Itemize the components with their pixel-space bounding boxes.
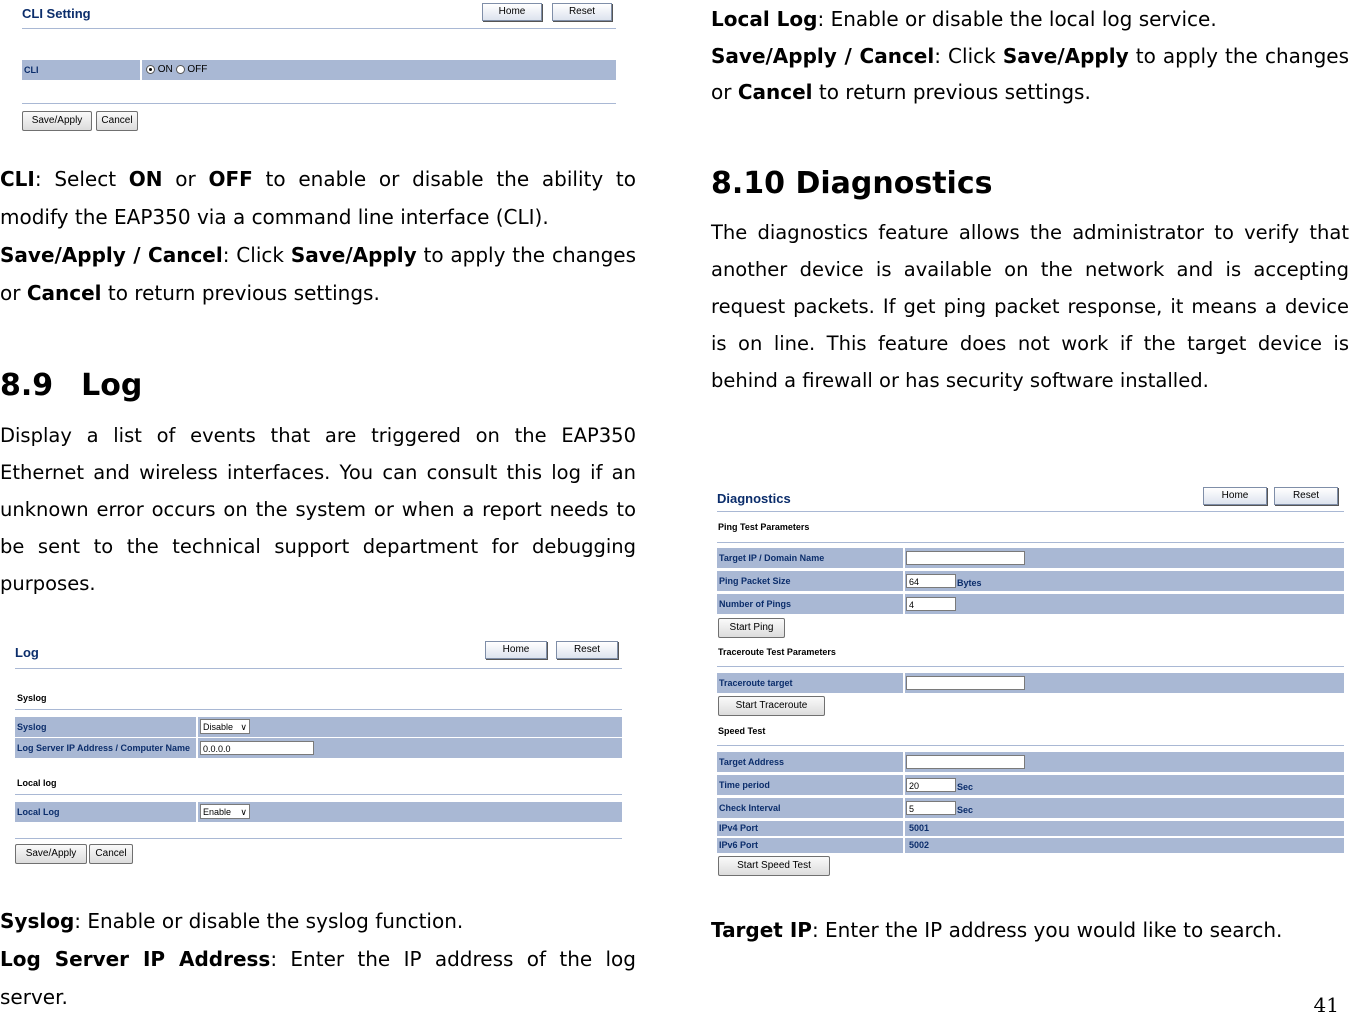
target-address-input[interactable] [906,755,1025,769]
server-input[interactable]: 0.0.0.0 [200,741,314,755]
server-label: Log Server IP Address / Computer Name [15,738,196,758]
ipv6-port-value: 5002 [905,838,1344,853]
packet-size-cell [905,571,1344,591]
reset-button[interactable]: Reset [1274,487,1338,505]
syslog-section-label: Syslog [17,693,47,703]
divider [717,511,1344,512]
cli-on-label: ON [157,64,173,75]
num-pings-cell [905,594,1344,614]
divider [15,794,622,795]
cli-off-radio[interactable] [176,65,185,74]
cli-row-value [142,60,616,80]
cancel-button[interactable]: Cancel [89,844,133,864]
time-period-unit: Sec [957,782,974,792]
diagnostics-heading: 8.10 Diagnostics [711,166,993,201]
log-heading [0,368,142,403]
server-value-cell [198,738,622,758]
text: : Enable or disable the syslog function. [74,909,464,933]
syslog-selected: Disable [203,722,234,732]
divider [22,28,616,29]
diagnostics-screenshot [717,484,1344,879]
diagnostics-description: The diagnostics feature allows the administrator to verify that another device is available on the network and is accepting request packets. If get ping packet response, it means a device is on line. This feature does not work if the target device is behind a firewall or has security software installed. [711,221,1349,392]
reset-button[interactable]: Reset [556,641,618,659]
text: to apply the changes or [711,44,1349,104]
target-ip-input[interactable] [906,551,1025,565]
heading-title: Log [81,368,143,403]
packet-size-label: Ping Packet Size [717,571,903,591]
cli-panel-title: CLI Setting [22,6,91,21]
time-period-label: Time period [717,775,903,795]
syslog-value-cell [198,717,622,737]
num-pings-input[interactable]: 4 [906,597,956,611]
ping-section-label: Ping Test Parameters [718,522,810,532]
syslog-definition [0,902,636,940]
target-ip-definition [711,911,1349,949]
heading-number: 8.9 [0,368,54,403]
text: to return previous settings. [812,80,1091,104]
syslog-select[interactable] [200,719,250,734]
time-period-cell [905,775,1344,795]
text: or [162,167,209,191]
chevron-down-icon: ∨ [240,722,247,732]
traceroute-section-label: Traceroute Test Parameters [718,647,836,657]
reset-button[interactable]: Reset [552,3,612,21]
off-term: OFF [208,167,253,191]
home-button[interactable]: Home [1203,487,1267,505]
save-term: Save/Apply [1002,44,1129,68]
text: to return previous settings. [101,281,380,305]
chevron-down-icon: ∨ [240,807,247,817]
text: : Select [34,167,129,191]
text: : Enable or disable the local log service. [817,7,1217,31]
check-interval-input[interactable]: 5 [906,801,956,815]
cli-off-label: OFF [187,64,208,75]
save-apply-button[interactable]: Save/Apply [22,111,92,131]
cancel-term: Cancel [26,281,102,305]
cli-on-radio[interactable] [146,65,155,74]
log-definitions [0,902,636,1016]
start-speed-test-button[interactable]: Start Speed Test [718,856,830,876]
target-ip-label: Target IP / Domain Name [717,548,903,568]
cli-description [0,160,636,312]
text: : Enter the IP address of the log server. [0,947,636,1009]
traceroute-target-input[interactable] [906,676,1025,690]
syslog-label: Syslog [15,717,196,737]
save-cancel-term: Save/Apply / Cancel [0,243,223,267]
log-description: Display a list of events that are triggered on the EAP350 Ethernet and wireless interfaces. You can consult this log if an unknown error occurs on the system or when a report needs to be sent to the technical support department for debugging purposes. [0,424,636,595]
divider [717,666,1344,667]
check-interval-cell [905,798,1344,818]
server-definition [0,940,636,1016]
divider [15,668,622,669]
local-log-select[interactable] [200,804,250,819]
check-interval-label: Check Interval [717,798,903,818]
local-log-selected: Enable [203,807,232,817]
on-term: ON [128,167,163,191]
local-log-value-cell [198,802,622,822]
packet-size-unit: Bytes [957,578,982,588]
start-ping-button[interactable]: Start Ping [718,618,785,638]
log-definitions-cont [711,0,1349,110]
log-screenshot [15,638,622,868]
save-cancel-term: Save/Apply / Cancel [711,44,935,68]
traceroute-target-cell [905,673,1344,693]
diagnostics-panel-title: Diagnostics [717,491,791,506]
time-period-input[interactable]: 20 [906,778,956,792]
syslog-term: Syslog [0,909,75,933]
divider [15,838,622,839]
local-log-term: Local Log [711,7,818,31]
text: : Click [934,44,1003,68]
speed-test-section-label: Speed Test [718,726,766,736]
save-cancel-definition [711,38,1349,110]
home-button[interactable]: Home [485,641,547,659]
cancel-term: Cancel [737,80,813,104]
target-address-label: Target Address [717,752,903,772]
local-log-section-label: Local log [17,778,57,788]
text: : Enter the IP address you would like to search. [811,918,1283,942]
page-number: 41 [1313,993,1339,1017]
divider [717,542,1344,543]
start-traceroute-button[interactable]: Start Traceroute [718,696,825,716]
save-term: Save/Apply [290,243,417,267]
cli-setting-screenshot [22,0,616,135]
cancel-button[interactable]: Cancel [96,111,138,131]
packet-size-input[interactable]: 64 [906,574,956,588]
home-button[interactable]: Home [482,3,542,21]
traceroute-target-label: Traceroute target [717,673,903,693]
local-log-label: Local Log [15,802,196,822]
text: to apply the changes or [0,243,636,305]
cli-row-label: CLI [22,60,140,80]
ipv4-port-value: 5001 [905,821,1344,836]
log-panel-title: Log [15,645,39,660]
local-log-definition [711,0,1349,38]
divider [15,709,622,710]
check-interval-unit: Sec [957,805,974,815]
num-pings-label: Number of Pings [717,594,903,614]
text: to enable or disable the ability to modify the EAP350 via a command line interface (CLI). [0,167,636,229]
divider [717,745,1344,746]
target-address-cell [905,752,1344,772]
cli-term: CLI [0,167,35,191]
target-ip-cell [905,548,1344,568]
text: : Click [222,243,291,267]
server-term: Log Server IP Address [0,947,271,971]
ipv4-port-label: IPv4 Port [717,821,903,836]
save-cancel-definition [0,236,636,312]
divider [22,103,616,104]
target-ip-term: Target IP [711,918,812,942]
ipv6-port-label: IPv6 Port [717,838,903,853]
cli-definition [0,160,636,236]
save-apply-button[interactable]: Save/Apply [15,844,87,864]
